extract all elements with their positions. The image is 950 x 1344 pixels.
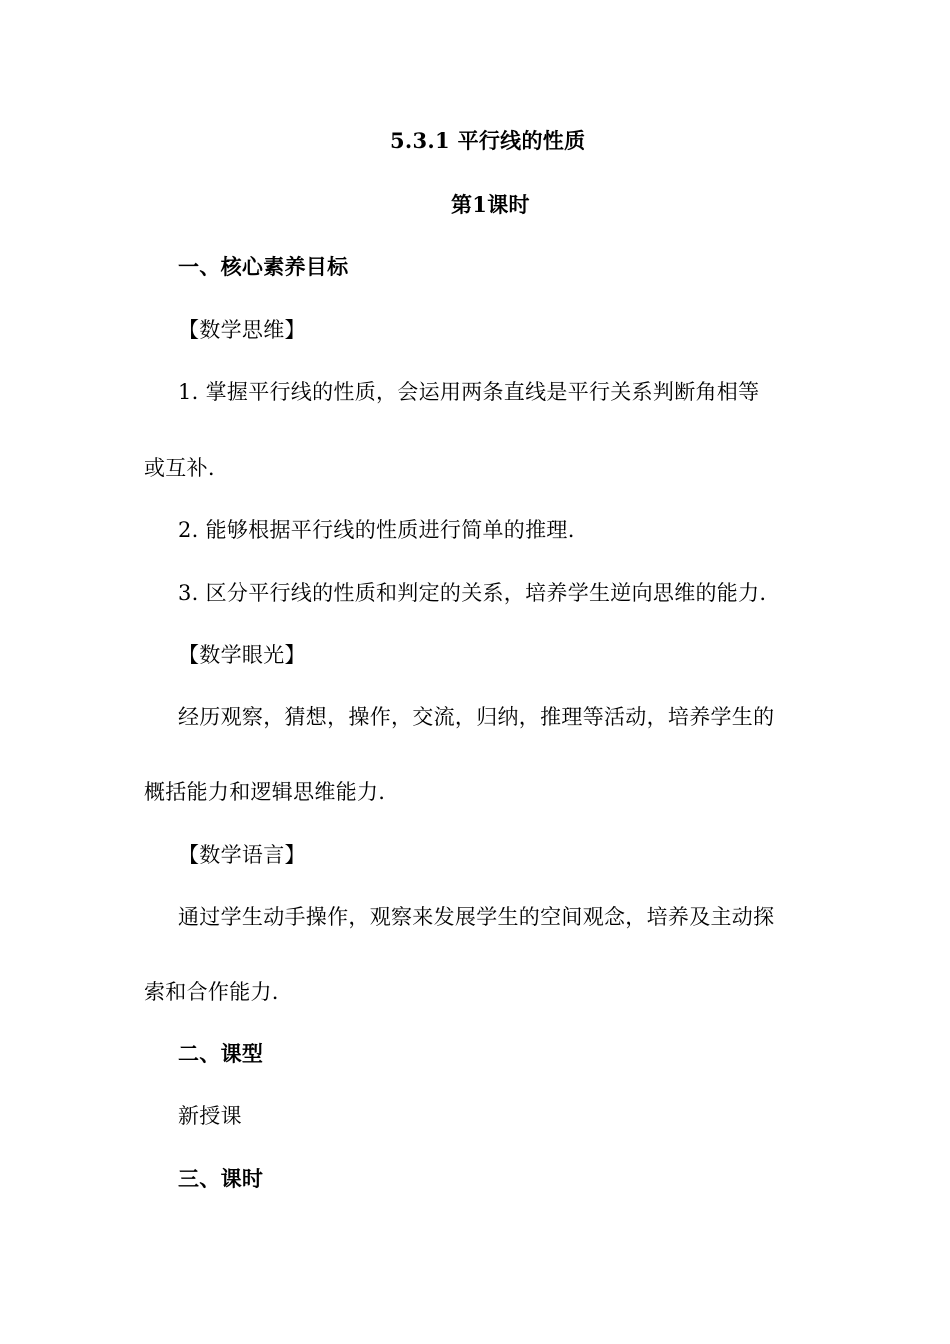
thinking-item-1-line2: 或互补. [144,456,215,480]
tag-math-language: 【数学语言】 [178,843,306,867]
document-subtitle: 第1课时 [451,192,530,217]
thinking-item-1-line1: 1. 掌握平行线的性质，会运用两条直线是平行关系判断角相等 [178,380,760,404]
section-heading-lesson-type: 二、课型 [178,1041,264,1066]
vision-text-line1: 经历观察，猜想，操作，交流，归纳，推理等活动，培养学生的 [178,705,775,729]
vision-text-line2: 概括能力和逻辑思维能力. [144,780,386,804]
thinking-item-3: 3. 区分平行线的性质和判定的关系，培养学生逆向思维的能力. [178,581,767,605]
language-text-line2: 索和合作能力. [144,980,279,1004]
language-text-line1: 通过学生动手操作，观察来发展学生的空间观念，培养及主动探 [178,905,775,929]
document-title: 5.3.1 平行线的性质 [390,128,586,153]
section-heading-goals: 一、核心素养目标 [178,254,349,279]
lesson-type-value: 新授课 [178,1104,242,1128]
tag-math-vision: 【数学眼光】 [178,643,306,667]
section-heading-periods: 三、课时 [178,1166,264,1191]
thinking-item-2: 2. 能够根据平行线的性质进行简单的推理. [178,518,575,542]
tag-math-thinking: 【数学思维】 [178,318,306,342]
